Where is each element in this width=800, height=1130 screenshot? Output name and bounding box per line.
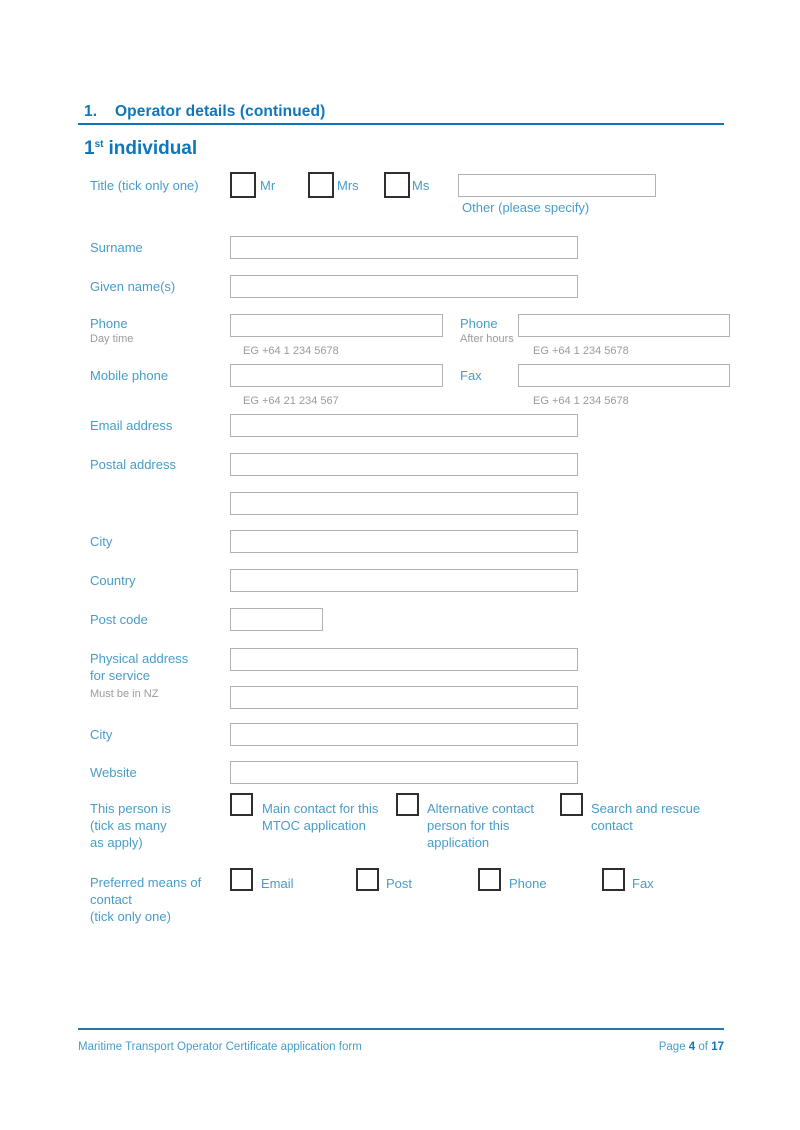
checkbox-fax[interactable] bbox=[602, 868, 625, 891]
checkbox-alternative-contact[interactable] bbox=[396, 793, 419, 816]
footer-title: Maritime Transport Operator Certificate application form bbox=[78, 1041, 362, 1053]
person-is-label-line1: This person is bbox=[90, 801, 171, 816]
header-rule bbox=[78, 123, 724, 125]
person-is-label-line2: (tick as many bbox=[90, 817, 167, 833]
main-contact-label: Main contact for this MTOC application bbox=[262, 801, 379, 834]
fax-option-label: Fax bbox=[632, 876, 654, 891]
preferred-contact-label bbox=[90, 875, 220, 926]
footer-page-indicator bbox=[659, 1041, 724, 1053]
person-is-label bbox=[90, 801, 210, 852]
physical-address-label bbox=[90, 651, 210, 685]
footer-page-word: Page bbox=[658, 1041, 686, 1053]
fax-hint: EG +64 1 234 5678 bbox=[533, 395, 629, 407]
mobile-phone-label: Mobile phone bbox=[90, 368, 169, 383]
physical-address-input-line1[interactable] bbox=[230, 648, 578, 671]
physical-address-label-line1: Physical address bbox=[90, 651, 189, 666]
individual-heading bbox=[84, 138, 197, 160]
section-heading bbox=[84, 103, 325, 121]
individual-label: individual bbox=[108, 138, 198, 159]
footer-of-word: of bbox=[698, 1041, 708, 1053]
ms-label: Ms bbox=[412, 178, 430, 193]
checkbox-email[interactable] bbox=[230, 868, 253, 891]
phone-day-sublabel: Day time bbox=[90, 333, 134, 345]
email-option-label: Email bbox=[261, 876, 294, 891]
post-option-label: Post bbox=[386, 876, 413, 891]
mobile-phone-hint: EG +64 21 234 567 bbox=[243, 395, 339, 407]
checkbox-search-rescue-contact[interactable] bbox=[560, 793, 583, 816]
preferred-contact-label-line3: (tick only one) bbox=[90, 908, 171, 924]
individual-ordinal: st bbox=[94, 139, 104, 150]
checkbox-ms[interactable] bbox=[384, 172, 410, 198]
title-label: Title (tick only one) bbox=[90, 178, 199, 193]
phone-day-hint: EG +64 1 234 5678 bbox=[243, 345, 339, 357]
post-code-input[interactable] bbox=[230, 608, 323, 631]
checkbox-mr[interactable] bbox=[230, 172, 256, 198]
physical-address-label-line2: for service bbox=[90, 667, 150, 683]
surname-label: Surname bbox=[90, 240, 143, 255]
postal-address-label: Postal address bbox=[90, 457, 176, 472]
phone-after-hint: EG +64 1 234 5678 bbox=[533, 345, 629, 357]
footer-rule bbox=[78, 1028, 724, 1030]
fax-label: Fax bbox=[460, 368, 482, 383]
given-names-input[interactable] bbox=[230, 275, 578, 298]
footer-page-number: 4 bbox=[688, 1041, 696, 1053]
footer-total-pages: 17 bbox=[711, 1041, 724, 1053]
email-label: Email address bbox=[90, 418, 173, 433]
postal-address-input-line2[interactable] bbox=[230, 492, 578, 515]
postal-city-label: City bbox=[90, 534, 113, 549]
physical-address-note: Must be in NZ bbox=[90, 688, 159, 700]
email-input[interactable] bbox=[230, 414, 578, 437]
phone-after-sublabel: After hours bbox=[460, 333, 514, 345]
postal-city-input[interactable] bbox=[230, 530, 578, 553]
phone-day-input[interactable] bbox=[230, 314, 443, 337]
person-is-label-line3: as apply) bbox=[90, 834, 143, 850]
surname-input[interactable] bbox=[230, 236, 578, 259]
checkbox-phone[interactable] bbox=[478, 868, 501, 891]
individual-number: 1 bbox=[84, 138, 95, 159]
mr-label: Mr bbox=[260, 178, 276, 193]
checkbox-main-contact[interactable] bbox=[230, 793, 253, 816]
section-number: 1. bbox=[84, 103, 98, 120]
physical-address-input-line2[interactable] bbox=[230, 686, 578, 709]
website-input[interactable] bbox=[230, 761, 578, 784]
mobile-phone-input[interactable] bbox=[230, 364, 443, 387]
phone-after-input[interactable] bbox=[518, 314, 730, 337]
search-rescue-contact-label: Search and rescue contact bbox=[591, 801, 701, 834]
website-label: Website bbox=[90, 765, 137, 780]
checkbox-mrs[interactable] bbox=[308, 172, 334, 198]
given-names-label: Given name(s) bbox=[90, 279, 176, 294]
title-other-label: Other (please specify) bbox=[462, 200, 590, 215]
physical-city-input[interactable] bbox=[230, 723, 578, 746]
phone-option-label: Phone bbox=[509, 876, 547, 891]
title-other-input[interactable] bbox=[458, 174, 656, 197]
fax-input[interactable] bbox=[518, 364, 730, 387]
preferred-contact-label-line1: Preferred means of bbox=[90, 875, 202, 890]
preferred-contact-label-line2: contact bbox=[90, 891, 132, 907]
phone-day-label: Phone bbox=[90, 316, 128, 331]
postal-address-input-line1[interactable] bbox=[230, 453, 578, 476]
alternative-contact-label: Alternative contact person for this application bbox=[427, 801, 534, 851]
country-input[interactable] bbox=[230, 569, 578, 592]
physical-city-label: City bbox=[90, 727, 113, 742]
post-code-label: Post code bbox=[90, 612, 148, 627]
country-label: Country bbox=[90, 573, 136, 588]
section-title: Operator details (continued) bbox=[115, 103, 326, 120]
mrs-label: Mrs bbox=[337, 178, 359, 193]
checkbox-post[interactable] bbox=[356, 868, 379, 891]
phone-after-label: Phone bbox=[460, 316, 498, 331]
